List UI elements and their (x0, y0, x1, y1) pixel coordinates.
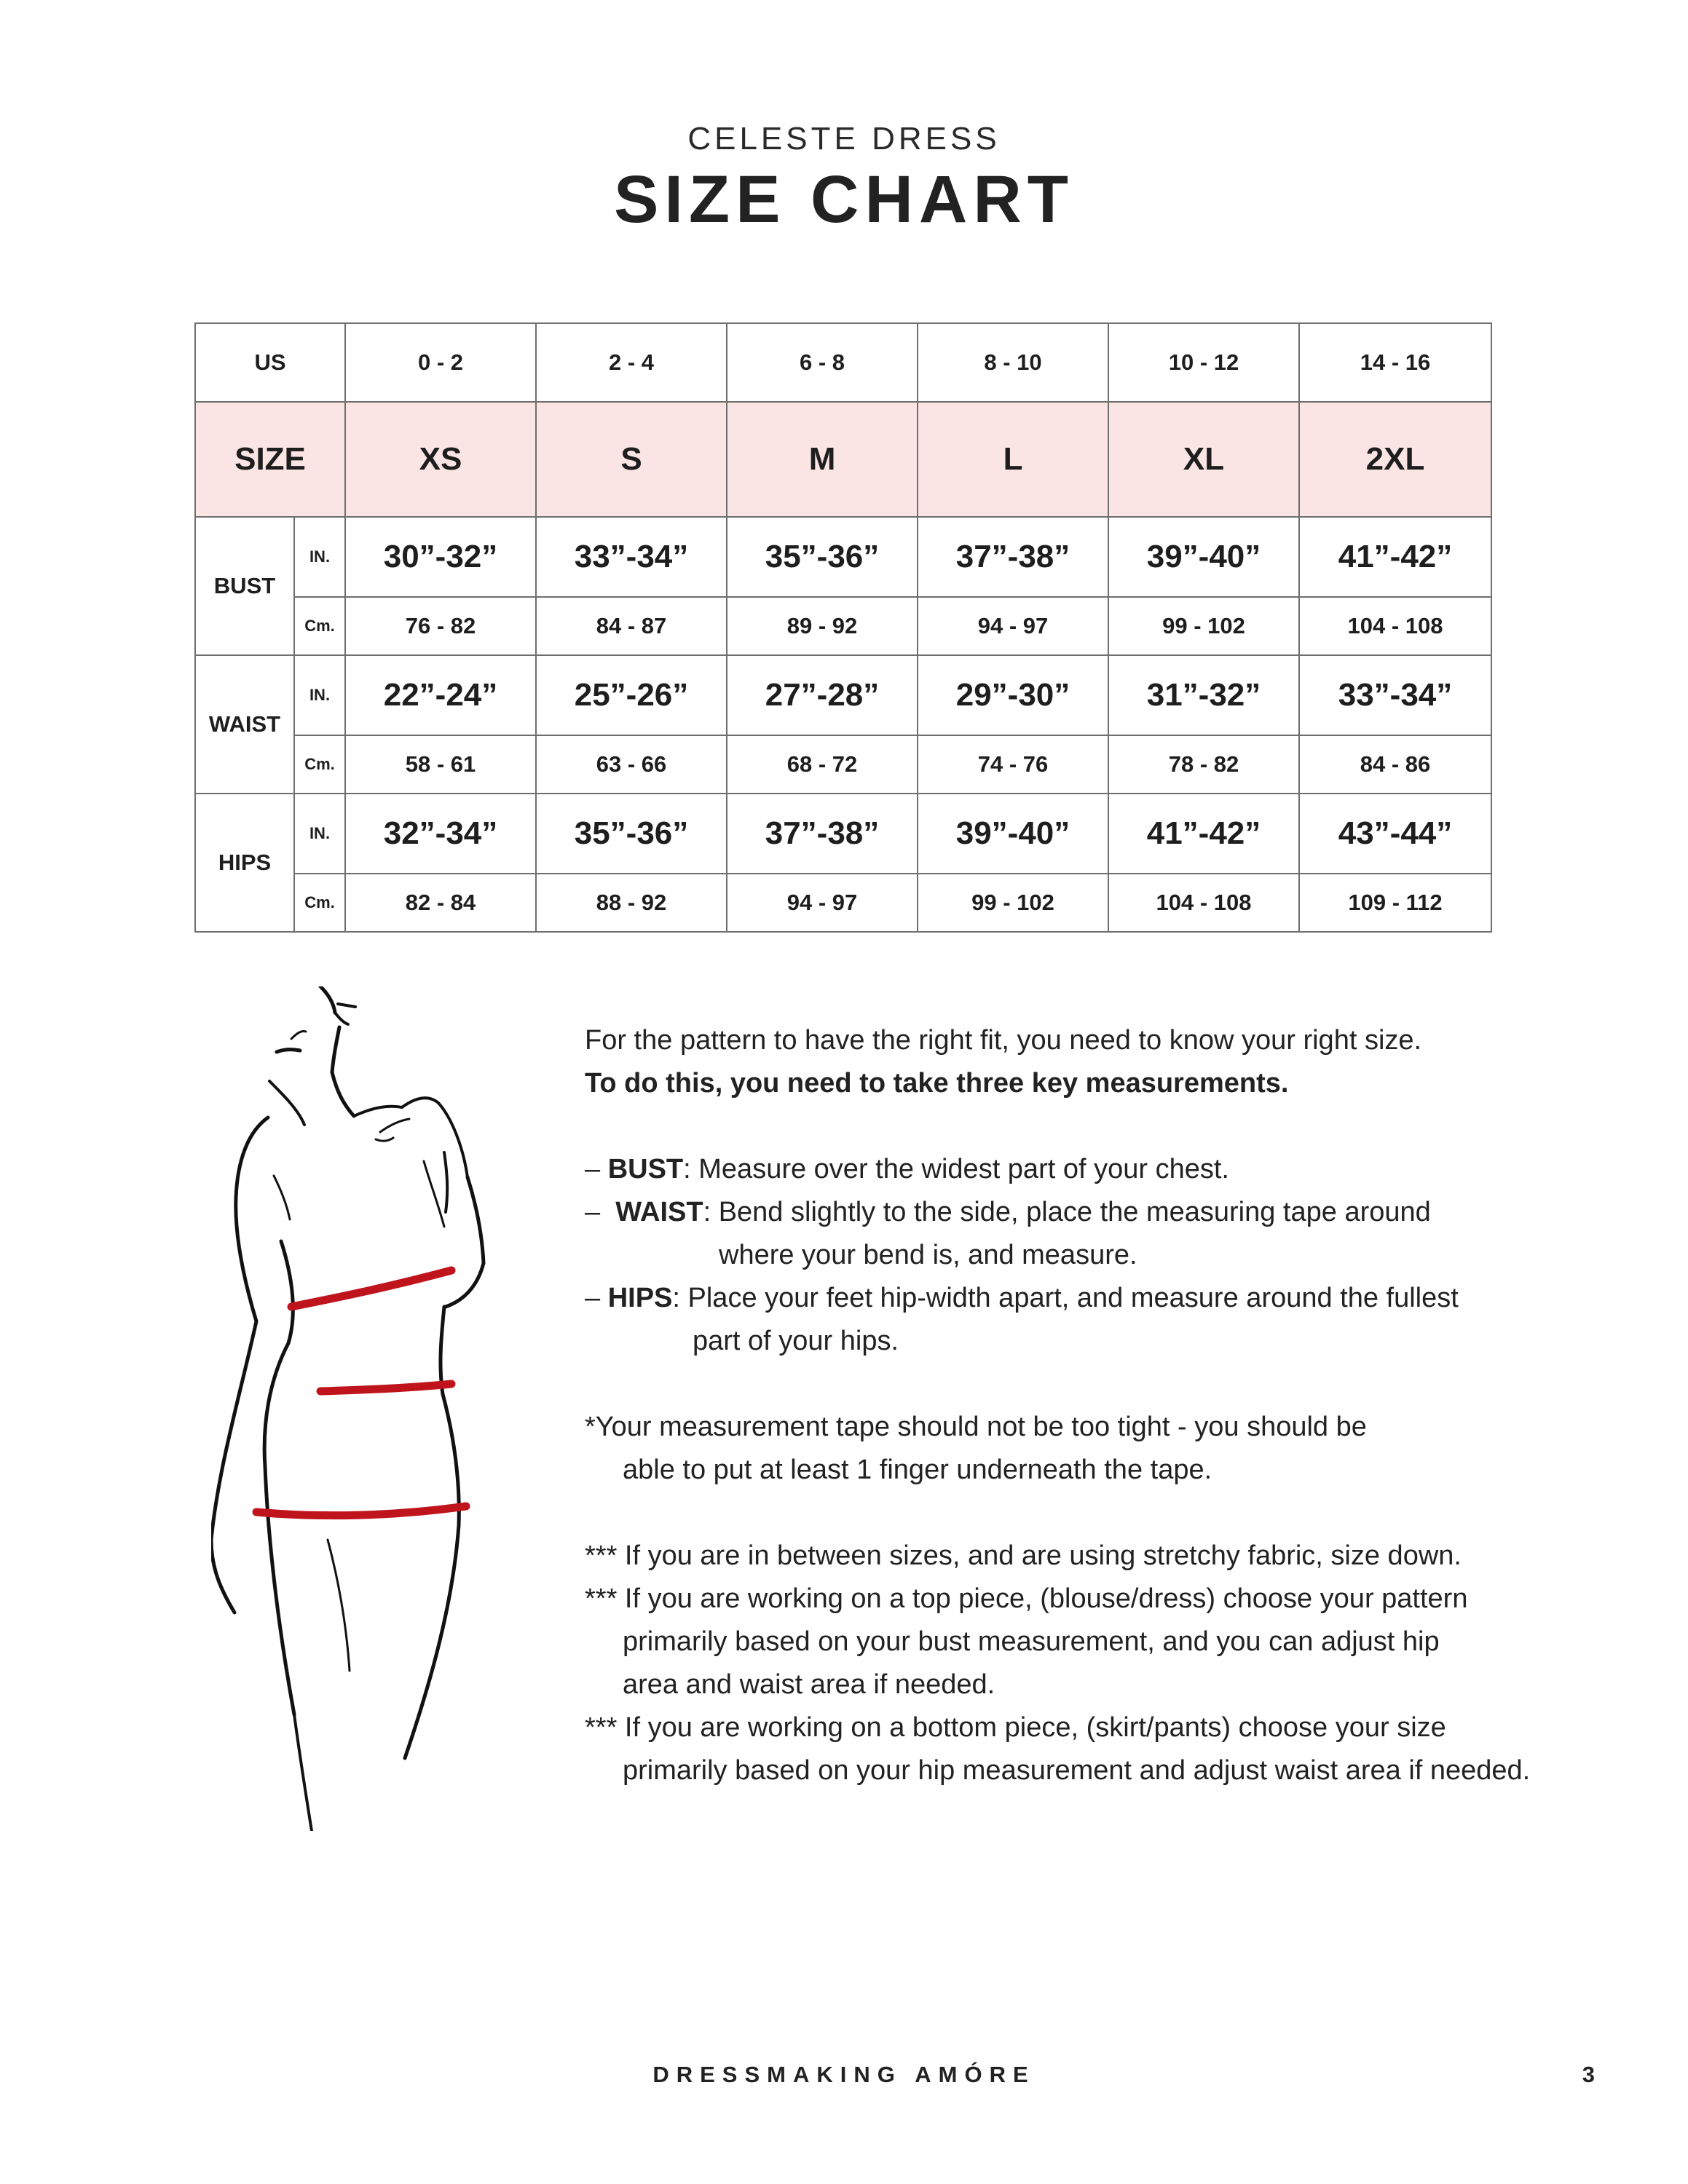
letter-size-cell: XS (345, 402, 536, 517)
bust-cm-cell: 99 - 102 (1108, 597, 1299, 655)
letter-size-cell: S (536, 402, 727, 517)
us-size-cell: 10 - 12 (1108, 323, 1299, 402)
sizing-note: *** If you are in between sizes, and are using stretchy fabric, size down. (585, 1540, 1462, 1571)
waist-label: WAIST (195, 655, 294, 794)
hips-cm-cell: 82 - 84 (345, 874, 536, 932)
bust-cm-row (195, 597, 1491, 655)
hips-cm-cell: 88 - 92 (536, 874, 727, 932)
bust-inches-cell: 39”-40” (1108, 517, 1299, 597)
waist-inches-cell: 25”-26” (536, 655, 727, 735)
hips-instruction-text: : Place your feet hip-width apart, and measure around the fullest (672, 1283, 1459, 1313)
bottom-piece-note: *** If you are working on a bottom piece, (skirt/pants) choose your size (585, 1712, 1446, 1743)
bust-inches-cell: 33”-34” (536, 517, 727, 597)
bust-inches-row (195, 517, 1491, 597)
waist-cm-cell: 68 - 72 (727, 735, 918, 794)
hips-instruction-label: HIPS (607, 1283, 673, 1313)
letter-size-cell: L (918, 402, 1108, 517)
hips-cm-cell: 104 - 108 (1108, 874, 1299, 932)
bust-cm-cell: 104 - 108 (1299, 597, 1491, 655)
waist-cm-cell: 74 - 76 (918, 735, 1108, 794)
waist-inches-cell: 31”-32” (1108, 655, 1299, 735)
waist-inches-cell: 22”-24” (345, 655, 536, 735)
bust-instruction-label: BUST (607, 1154, 684, 1184)
tape-note: *Your measurement tape should not be too tight - you should be (585, 1412, 1367, 1442)
bust-inches-cell: 37”-38” (918, 517, 1108, 597)
waist-instruction-continued: where your bend is, and measure. (719, 1240, 1137, 1270)
dress-form-figure-icon (211, 986, 561, 1831)
top-piece-note-continued: primarily based on your bust measurement, and you can adjust hip (623, 1626, 1440, 1657)
bust-inches-cell: 41”-42” (1299, 517, 1491, 597)
bust-cm-cell: 89 - 92 (727, 597, 918, 655)
hips-cm-cell: 94 - 97 (727, 874, 918, 932)
hips-cm-cell: 109 - 112 (1299, 874, 1491, 932)
waist-cm-cell: 58 - 61 (345, 735, 536, 794)
top-piece-note-continued: area and waist area if needed. (623, 1669, 995, 1700)
hips-inches-cell: 35”-36” (536, 794, 727, 874)
size-label: SIZE (195, 402, 345, 517)
unit-inches-label: IN. (294, 517, 345, 597)
us-size-cell: 0 - 2 (345, 323, 536, 402)
size-chart-table (194, 323, 1492, 933)
bust-inches-cell: 35”-36” (727, 517, 918, 597)
us-size-cell: 8 - 10 (918, 323, 1108, 402)
unit-inches-label: IN. (294, 655, 345, 735)
unit-cm-label: Cm. (294, 874, 345, 932)
letter-size-cell: 2XL (1299, 402, 1491, 517)
hips-cm-cell: 99 - 102 (918, 874, 1108, 932)
waist-cm-cell: 63 - 66 (536, 735, 727, 794)
intro-bold-text: To do this, you need to take three key measurements. (585, 1068, 1289, 1099)
bust-cm-cell: 94 - 97 (918, 597, 1108, 655)
waist-cm-row (195, 735, 1491, 794)
hips-label: HIPS (195, 794, 294, 932)
us-label: US (195, 323, 345, 402)
waist-inches-cell: 27”-28” (727, 655, 918, 735)
hips-inches-cell: 43”-44” (1299, 794, 1491, 874)
document-subtitle: CELESTE DRESS (687, 121, 1001, 157)
letter-size-cell: XL (1108, 402, 1299, 517)
waist-cm-cell: 78 - 82 (1108, 735, 1299, 794)
hips-inches-cell: 39”-40” (918, 794, 1108, 874)
waist-inches-cell: 29”-30” (918, 655, 1108, 735)
hips-cm-row (195, 874, 1491, 932)
intro-text: For the pattern to have the right fit, you need to know your right size. (585, 1025, 1422, 1056)
waist-inches-cell: 33”-34” (1299, 655, 1491, 735)
us-size-cell: 14 - 16 (1299, 323, 1491, 402)
us-size-cell: 2 - 4 (536, 323, 727, 402)
waist-inches-row (195, 655, 1491, 735)
unit-cm-label: Cm. (294, 735, 345, 794)
measurement-instructions (585, 1019, 1561, 1792)
page-title: SIZE CHART (614, 162, 1074, 237)
bust-inches-cell: 30”-32” (345, 517, 536, 597)
hips-inches-cell: 37”-38” (727, 794, 918, 874)
bust-instruction: – BUST: Measure over the widest part of your chest. (585, 1154, 1229, 1184)
hips-instruction: – HIPS: Place your feet hip-width apart, and measure around the fullest (585, 1283, 1459, 1313)
bust-instruction-text: : Measure over the widest part of your chest. (683, 1154, 1229, 1184)
hips-instruction-continued: part of your hips. (693, 1326, 899, 1356)
waist-instruction: – WAIST: Bend slightly to the side, place the measuring tape around (585, 1197, 1431, 1227)
unit-inches-label: IN. (294, 794, 345, 874)
hips-inches-cell: 32”-34” (345, 794, 536, 874)
bust-label: BUST (195, 517, 294, 655)
bust-cm-cell: 76 - 82 (345, 597, 536, 655)
waist-cm-cell: 84 - 86 (1299, 735, 1491, 794)
hips-inches-cell: 41”-42” (1108, 794, 1299, 874)
us-size-cell: 6 - 8 (727, 323, 918, 402)
bust-cm-cell: 84 - 87 (536, 597, 727, 655)
letter-size-row (195, 402, 1491, 517)
waist-instruction-label: WAIST (615, 1197, 703, 1227)
top-piece-note: *** If you are working on a top piece, (blouse/dress) choose your pattern (585, 1583, 1468, 1614)
unit-cm-label: Cm. (294, 597, 345, 655)
waist-instruction-text: : Bend slightly to the side, place the measuring tape around (703, 1197, 1431, 1227)
page-number: 3 (1582, 2062, 1595, 2087)
us-size-row (195, 323, 1491, 402)
bottom-piece-note-continued: primarily based on your hip measurement and adjust waist area if needed. (623, 1755, 1531, 1786)
hips-inches-row (195, 794, 1491, 874)
letter-size-cell: M (727, 402, 918, 517)
footer-brand: DRESSMAKING AMÓRE (652, 2062, 1036, 2087)
tape-note-continued: able to put at least 1 finger underneath the tape. (623, 1455, 1212, 1485)
